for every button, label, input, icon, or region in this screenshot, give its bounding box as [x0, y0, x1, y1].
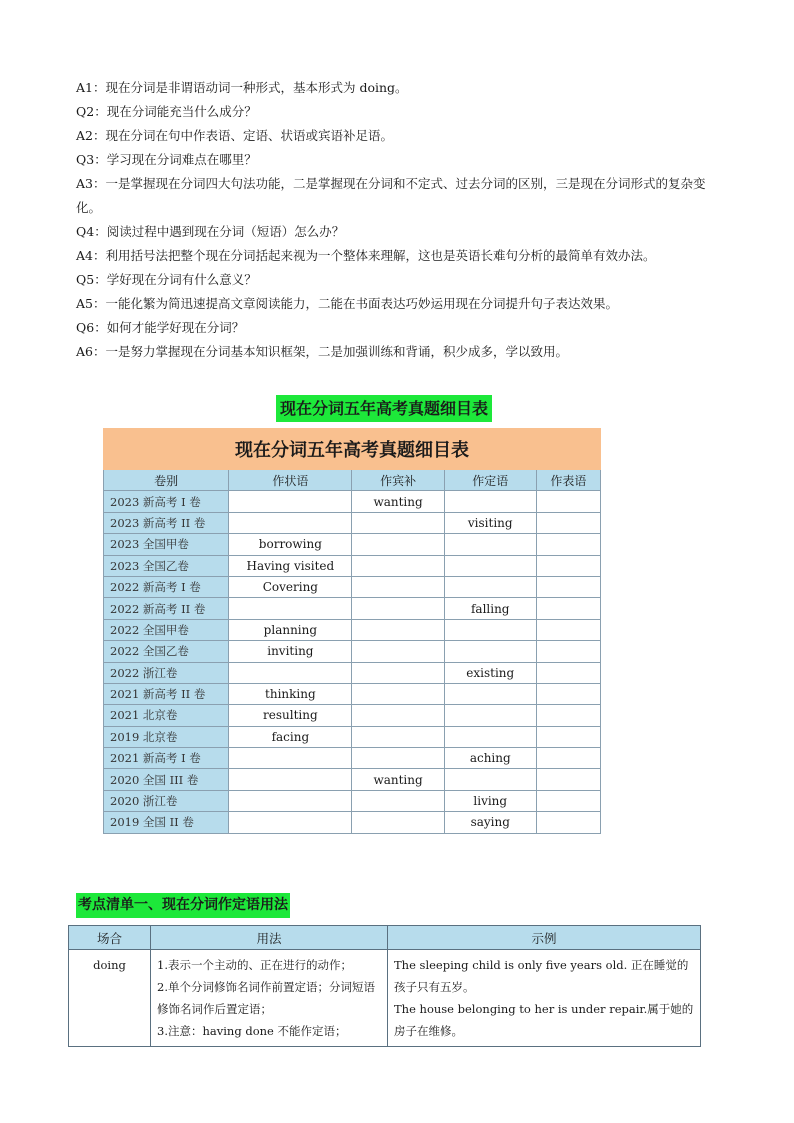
- table-cell: [229, 598, 352, 619]
- exam-volume-cell: 2023 新高考 II 卷: [104, 512, 229, 533]
- table-cell: facing: [229, 726, 352, 747]
- table-cell: wanting: [352, 769, 444, 790]
- table-cell: [444, 683, 536, 704]
- table-row: [69, 950, 701, 1047]
- table-cell: [536, 512, 600, 533]
- table-cell: [536, 705, 600, 726]
- table-cell: [444, 726, 536, 747]
- table-row: [104, 619, 601, 640]
- exam-volume-cell: 2023 全国乙卷: [104, 555, 229, 576]
- table-row: [104, 598, 601, 619]
- table-cell: Covering: [229, 576, 352, 597]
- scene-cell: doing: [69, 950, 151, 1047]
- example-line: The sleeping child is only five years old. 正在睡觉的孩子只有五岁。: [394, 958, 689, 994]
- table-cell: [352, 790, 444, 811]
- table-cell: [536, 769, 600, 790]
- table-cell: [352, 726, 444, 747]
- table-row: [104, 683, 601, 704]
- table-cell: [352, 748, 444, 769]
- table-cell: aching: [444, 748, 536, 769]
- table-cell: [444, 491, 536, 512]
- table-cell: [536, 598, 600, 619]
- table-cell: borrowing: [229, 534, 352, 555]
- column-header: 用法: [151, 926, 388, 950]
- table-cell: thinking: [229, 683, 352, 704]
- exam-volume-cell: 2023 新高考 I 卷: [104, 491, 229, 512]
- qa-line: Q3：学习现在分词难点在哪里？: [76, 152, 257, 167]
- column-header: 作状语: [229, 470, 352, 491]
- exam-volume-cell: 2020 浙江卷: [104, 790, 229, 811]
- table-cell: resulting: [229, 705, 352, 726]
- table-cell: [352, 534, 444, 555]
- column-header: 作定语: [444, 470, 536, 491]
- qa-line: A2：现在分词在句中作表语、定语、状语或宾语补足语。: [76, 128, 393, 143]
- table-row: [104, 790, 601, 811]
- table-cell: [536, 555, 600, 576]
- table-cell: existing: [444, 662, 536, 683]
- example-cell: [388, 950, 701, 1047]
- table-cell: [352, 555, 444, 576]
- table-cell: [352, 619, 444, 640]
- qa-line: A6：一是努力掌握现在分词基本知识框架，二是加强训练和背诵，积少成多，学以致用。: [76, 344, 568, 359]
- table-cell: [352, 705, 444, 726]
- table-cell: [352, 598, 444, 619]
- qa-line: A3：一是掌握现在分词四大句法功能，二是掌握现在分词和不定式、过去分词的区别，三是现在分词形式的复杂变化。: [76, 176, 706, 215]
- exam-volume-cell: 2020 全国 III 卷: [104, 769, 229, 790]
- qa-line: Q2：现在分词能充当什么成分？: [76, 104, 257, 119]
- exam-table: [103, 428, 601, 834]
- usage-table: [68, 925, 701, 1047]
- table-row: [104, 641, 601, 662]
- table-row: [104, 491, 601, 512]
- table-row: [104, 534, 601, 555]
- table-cell: planning: [229, 619, 352, 640]
- table-row: [104, 576, 601, 597]
- table-cell: [444, 641, 536, 662]
- table-cell: Having visited: [229, 555, 352, 576]
- qa-line: A4：利用括号法把整个现在分词括起来视为一个整体来理解，这也是英语长难句分析的最简单有效办法。: [76, 248, 656, 263]
- table-cell: [536, 534, 600, 555]
- table-cell: [229, 748, 352, 769]
- table-cell: [352, 641, 444, 662]
- exam-volume-cell: 2022 全国乙卷: [104, 641, 229, 662]
- qa-line: Q4：阅读过程中遇到现在分词（短语）怎么办？: [76, 224, 345, 239]
- qa-section: [76, 76, 726, 364]
- table-cell: falling: [444, 598, 536, 619]
- column-header: 场合: [69, 926, 151, 950]
- table-row: [104, 555, 601, 576]
- table-cell: [352, 512, 444, 533]
- exam-volume-cell: 2021 新高考 II 卷: [104, 683, 229, 704]
- table-cell: [352, 576, 444, 597]
- table-cell: [536, 790, 600, 811]
- table-cell: [444, 555, 536, 576]
- table-cell: saying: [444, 812, 536, 833]
- table-cell: [229, 812, 352, 833]
- exam-volume-cell: 2021 新高考 I 卷: [104, 748, 229, 769]
- exam-volume-cell: 2023 全国甲卷: [104, 534, 229, 555]
- exam-volume-cell: 2022 新高考 I 卷: [104, 576, 229, 597]
- qa-line: A1：现在分词是非谓语动词一种形式，基本形式为 doing。: [76, 80, 408, 95]
- qa-line: Q6：如何才能学好现在分词？: [76, 320, 245, 335]
- table-row: [104, 662, 601, 683]
- table-row: [104, 726, 601, 747]
- table-cell: [352, 662, 444, 683]
- section1-title: 现在分词五年高考真题细目表: [276, 395, 492, 422]
- usage-line: 1.表示一个主动的、正在进行的动作；: [157, 958, 352, 972]
- column-header: 卷别: [104, 470, 229, 491]
- table-row: [104, 812, 601, 833]
- qa-line: Q5：学好现在分词有什么意义？: [76, 272, 257, 287]
- exam-volume-cell: 2021 北京卷: [104, 705, 229, 726]
- table-cell: [229, 769, 352, 790]
- usage-line: 3.注意：having done 不能作定语；: [157, 1024, 347, 1038]
- table-cell: [536, 683, 600, 704]
- table-cell: [536, 491, 600, 512]
- table-cell: [352, 683, 444, 704]
- example-line: The house belonging to her is under repair.属于她的房子在维修。: [394, 1002, 694, 1038]
- table-cell: visiting: [444, 512, 536, 533]
- table-cell: [444, 705, 536, 726]
- table-row: [104, 748, 601, 769]
- table-cell: [536, 576, 600, 597]
- table-cell: [444, 534, 536, 555]
- table-cell: [229, 662, 352, 683]
- table-cell: inviting: [229, 641, 352, 662]
- section2-title: 考点清单一、现在分词作定语用法: [76, 893, 290, 918]
- table-cell: living: [444, 790, 536, 811]
- exam-volume-cell: 2019 全国 II 卷: [104, 812, 229, 833]
- table-cell: [229, 790, 352, 811]
- exam-volume-cell: 2019 北京卷: [104, 726, 229, 747]
- table-caption: 现在分词五年高考真题细目表: [104, 429, 601, 470]
- exam-volume-cell: 2022 浙江卷: [104, 662, 229, 683]
- exam-volume-cell: 2022 全国甲卷: [104, 619, 229, 640]
- column-header: 作宾补: [352, 470, 444, 491]
- usage-line: 2.单个分词修饰名词作前置定语；分词短语修饰名词作后置定语；: [157, 980, 375, 1016]
- table-cell: [536, 748, 600, 769]
- table-cell: [444, 619, 536, 640]
- table-cell: [444, 769, 536, 790]
- table-cell: wanting: [352, 491, 444, 512]
- table-cell: [536, 726, 600, 747]
- table-cell: [536, 812, 600, 833]
- table-cell: [536, 662, 600, 683]
- table-cell: [229, 512, 352, 533]
- table-row: [104, 512, 601, 533]
- exam-volume-cell: 2022 新高考 II 卷: [104, 598, 229, 619]
- qa-line: A5：一能化繁为简迅速提高文章阅读能力，二能在书面表达巧妙运用现在分词提升句子表达效果。: [76, 296, 618, 311]
- table-cell: [536, 641, 600, 662]
- table-row: [104, 705, 601, 726]
- column-header: 示例: [388, 926, 701, 950]
- table-row: [104, 769, 601, 790]
- table-cell: [536, 619, 600, 640]
- table-cell: [444, 576, 536, 597]
- usage-cell: [151, 950, 388, 1047]
- table-cell: [352, 812, 444, 833]
- column-header: 作表语: [536, 470, 600, 491]
- table-cell: [229, 491, 352, 512]
